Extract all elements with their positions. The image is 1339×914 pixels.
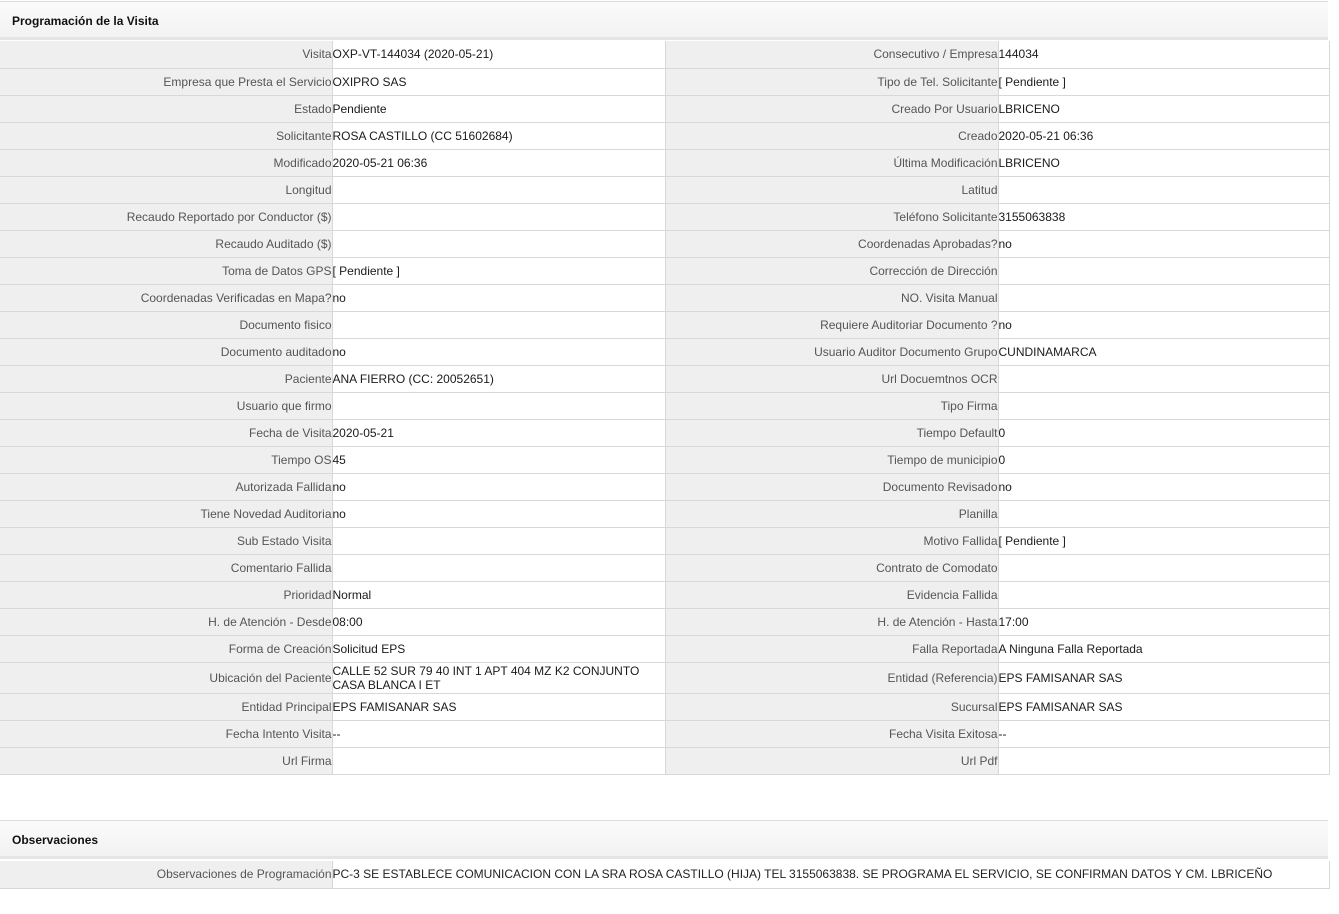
field-value-telefono-solicitante: 3155063838 — [998, 203, 1329, 230]
field-label-contrato-de-comodato: Contrato de Comodato — [665, 554, 998, 581]
detail-row — [0, 446, 1329, 473]
field-label-sucursal: Sucursal — [665, 693, 998, 720]
field-value-tiene-novedad-auditoria: no — [332, 500, 665, 527]
field-label-fecha-de-visita: Fecha de Visita — [0, 419, 332, 446]
field-value-solicitante: ROSA CASTILLO (CC 51602684) — [332, 122, 665, 149]
field-value-documento-revisado: no — [998, 473, 1329, 500]
field-value-recaudo-auditado — [332, 230, 665, 257]
field-value-toma-de-datos-gps: [ Pendiente ] — [332, 257, 665, 284]
detail-row — [0, 203, 1329, 230]
field-value-empresa-que-presta-el-servicio: OXIPRO SAS — [332, 68, 665, 95]
detail-row — [0, 608, 1329, 635]
field-label-telefono-solicitante: Teléfono Solicitante — [665, 203, 998, 230]
field-value-correccion-de-direccion — [998, 257, 1329, 284]
field-label-fecha-intento-visita: Fecha Intento Visita — [0, 720, 332, 747]
field-value-motivo-fallida: [ Pendiente ] — [998, 527, 1329, 554]
field-label-documento-auditado: Documento auditado — [0, 338, 332, 365]
field-label-no-visita-manual: NO. Visita Manual — [665, 284, 998, 311]
detail-row — [0, 95, 1329, 122]
detail-row — [0, 527, 1329, 554]
detail-row — [0, 257, 1329, 284]
field-label-toma-de-datos-gps: Toma de Datos GPS — [0, 257, 332, 284]
field-value-url-pdf — [998, 747, 1329, 774]
field-label-longitud: Longitud — [0, 176, 332, 203]
field-value-latitud — [998, 176, 1329, 203]
detail-row — [0, 122, 1329, 149]
field-label-creado: Creado — [665, 122, 998, 149]
observaciones-section-header — [0, 820, 1328, 859]
field-value-documento-auditado: no — [332, 338, 665, 365]
field-label-tipo-de-tel-solicitante: Tipo de Tel. Solicitante — [665, 68, 998, 95]
field-label-falla-reportada: Falla Reportada — [665, 635, 998, 662]
field-label-h-de-atencion-hasta: H. de Atención - Hasta — [665, 608, 998, 635]
field-label-usuario-auditor-documento-grupo: Usuario Auditor Documento Grupo — [665, 338, 998, 365]
field-label-fecha-visita-exitosa: Fecha Visita Exitosa — [665, 720, 998, 747]
field-label-visita: Visita — [0, 41, 332, 68]
field-label-documento-fisico: Documento fisico — [0, 311, 332, 338]
field-value-comentario-fallida — [332, 554, 665, 581]
field-value-sub-estado-visita — [332, 527, 665, 554]
observaciones-table — [0, 861, 1330, 889]
field-label-consecutivo-empresa: Consecutivo / Empresa — [665, 41, 998, 68]
field-value-coordenadas-verificadas-en-mapa: no — [332, 284, 665, 311]
field-value-sucursal: EPS FAMISANAR SAS — [998, 693, 1329, 720]
field-value-url-firma — [332, 747, 665, 774]
field-value-coordenadas-aprobadas: no — [998, 230, 1329, 257]
field-label-tiene-novedad-auditoria: Tiene Novedad Auditoria — [0, 500, 332, 527]
field-label-tipo-firma: Tipo Firma — [665, 392, 998, 419]
field-label-tiempo-de-municipio: Tiempo de municipio — [665, 446, 998, 473]
field-value-tipo-firma — [998, 392, 1329, 419]
field-label-ubicacion-del-paciente: Ubicación del Paciente — [0, 662, 332, 693]
field-label-url-firma: Url Firma — [0, 747, 332, 774]
field-label-h-de-atencion-desde: H. de Atención - Desde — [0, 608, 332, 635]
detail-row — [0, 693, 1329, 720]
detail-row — [0, 176, 1329, 203]
field-value-estado: Pendiente — [332, 95, 665, 122]
field-value-consecutivo-empresa: 144034 — [998, 41, 1329, 68]
field-label-estado: Estado — [0, 95, 332, 122]
field-value-ultima-modificacion: LBRICENO — [998, 149, 1329, 176]
field-label-solicitante: Solicitante — [0, 122, 332, 149]
field-value-h-de-atencion-desde: 08:00 — [332, 608, 665, 635]
detail-row — [0, 500, 1329, 527]
field-label-recaudo-reportado-por-conductor: Recaudo Reportado por Conductor ($) — [0, 203, 332, 230]
field-value-tiempo-os: 45 — [332, 446, 665, 473]
field-label-sub-estado-visita: Sub Estado Visita — [0, 527, 332, 554]
detail-row — [0, 230, 1329, 257]
field-label-autorizada-fallida: Autorizada Fallida — [0, 473, 332, 500]
field-label-coordenadas-aprobadas: Coordenadas Aprobadas? — [665, 230, 998, 257]
field-label-entidad-referencia: Entidad (Referencia) — [665, 662, 998, 693]
field-label-prioridad: Prioridad — [0, 581, 332, 608]
field-value-tipo-de-tel-solicitante: [ Pendiente ] — [998, 68, 1329, 95]
programacion-section-title: Programación de la Visita — [12, 14, 159, 28]
detail-row — [0, 365, 1329, 392]
field-value-prioridad: Normal — [332, 581, 665, 608]
field-value-fecha-visita-exitosa: -- — [998, 720, 1329, 747]
field-value-requiere-auditoriar-documento: no — [998, 311, 1329, 338]
field-value-falla-reportada: A Ninguna Falla Reportada — [998, 635, 1329, 662]
detail-row — [0, 747, 1329, 774]
field-value-modificado: 2020-05-21 06:36 — [332, 149, 665, 176]
field-value-ubicacion-del-paciente: CALLE 52 SUR 79 40 INT 1 APT 404 MZ K2 CONJUNTO CASA BLANCA I ET — [332, 662, 665, 693]
field-value-tiempo-default: 0 — [998, 419, 1329, 446]
field-value-planilla — [998, 500, 1329, 527]
field-value-fecha-de-visita: 2020-05-21 — [332, 419, 665, 446]
detail-row — [0, 581, 1329, 608]
field-label-comentario-fallida: Comentario Fallida — [0, 554, 332, 581]
detail-row — [0, 720, 1329, 747]
field-label-planilla: Planilla — [665, 500, 998, 527]
field-label-requiere-auditoriar-documento: Requiere Auditoriar Documento ? — [665, 311, 998, 338]
field-value-h-de-atencion-hasta: 17:00 — [998, 608, 1329, 635]
field-value-recaudo-reportado-por-conductor — [332, 203, 665, 230]
field-value-usuario-auditor-documento-grupo: CUNDINAMARCA — [998, 338, 1329, 365]
field-label-tiempo-default: Tiempo Default — [665, 419, 998, 446]
detail-row — [0, 419, 1329, 446]
detail-row — [0, 338, 1329, 365]
field-label-url-pdf: Url Pdf — [665, 747, 998, 774]
field-value-url-docuemtnos-ocr — [998, 365, 1329, 392]
field-value-creado-por-usuario: LBRICENO — [998, 95, 1329, 122]
detail-row — [0, 284, 1329, 311]
field-value-visita: OXP-VT-144034 (2020-05-21) — [332, 41, 665, 68]
detail-row — [0, 392, 1329, 419]
field-label-paciente: Paciente — [0, 365, 332, 392]
field-value-paciente: ANA FIERRO (CC: 20052651) — [332, 365, 665, 392]
observaciones-row — [0, 861, 1329, 888]
detail-row — [0, 149, 1329, 176]
detail-row — [0, 554, 1329, 581]
field-label-latitud: Latitud — [665, 176, 998, 203]
field-value-autorizada-fallida: no — [332, 473, 665, 500]
field-label-recaudo-auditado: Recaudo Auditado ($) — [0, 230, 332, 257]
field-value-evidencia-fallida — [998, 581, 1329, 608]
detail-row — [0, 662, 1329, 693]
programacion-details-table — [0, 41, 1330, 775]
field-value-usuario-que-firmo — [332, 392, 665, 419]
detail-row — [0, 311, 1329, 338]
field-value-tiempo-de-municipio: 0 — [998, 446, 1329, 473]
field-label-usuario-que-firmo: Usuario que firmo — [0, 392, 332, 419]
field-value-documento-fisico — [332, 311, 665, 338]
programacion-section-header — [0, 1, 1328, 40]
observaciones-label: Observaciones de Programación — [0, 861, 332, 888]
field-label-motivo-fallida: Motivo Fallida — [665, 527, 998, 554]
field-label-tiempo-os: Tiempo OS — [0, 446, 332, 473]
detail-row — [0, 41, 1329, 68]
field-label-evidencia-fallida: Evidencia Fallida — [665, 581, 998, 608]
detail-row — [0, 473, 1329, 500]
field-label-modificado: Modificado — [0, 149, 332, 176]
field-label-ultima-modificacion: Última Modificación — [665, 149, 998, 176]
observaciones-value: PC-3 SE ESTABLECE COMUNICACION CON LA SRA ROSA CASTILLO (HIJA) TEL 3155063838. SE PROGRAMA EL SERVICIO, SE CONFIRMAN DATOS Y CM. LBRICEÑO — [332, 861, 1329, 888]
field-value-fecha-intento-visita: -- — [332, 720, 665, 747]
observaciones-section-title: Observaciones — [12, 833, 99, 847]
field-label-forma-de-creacion: Forma de Creación — [0, 635, 332, 662]
detail-row — [0, 635, 1329, 662]
field-label-correccion-de-direccion: Corrección de Dirección — [665, 257, 998, 284]
field-value-entidad-principal: EPS FAMISANAR SAS — [332, 693, 665, 720]
field-label-coordenadas-verificadas-en-mapa: Coordenadas Verificadas en Mapa? — [0, 284, 332, 311]
field-label-empresa-que-presta-el-servicio: Empresa que Presta el Servicio — [0, 68, 332, 95]
detail-row — [0, 68, 1329, 95]
field-label-documento-revisado: Documento Revisado — [665, 473, 998, 500]
field-label-entidad-principal: Entidad Principal — [0, 693, 332, 720]
field-label-creado-por-usuario: Creado Por Usuario — [665, 95, 998, 122]
field-value-entidad-referencia: EPS FAMISANAR SAS — [998, 662, 1329, 693]
field-value-creado: 2020-05-21 06:36 — [998, 122, 1329, 149]
field-value-longitud — [332, 176, 665, 203]
field-label-url-docuemtnos-ocr: Url Docuemtnos OCR — [665, 365, 998, 392]
field-value-no-visita-manual — [998, 284, 1329, 311]
field-value-forma-de-creacion: Solicitud EPS — [332, 635, 665, 662]
field-value-contrato-de-comodato — [998, 554, 1329, 581]
